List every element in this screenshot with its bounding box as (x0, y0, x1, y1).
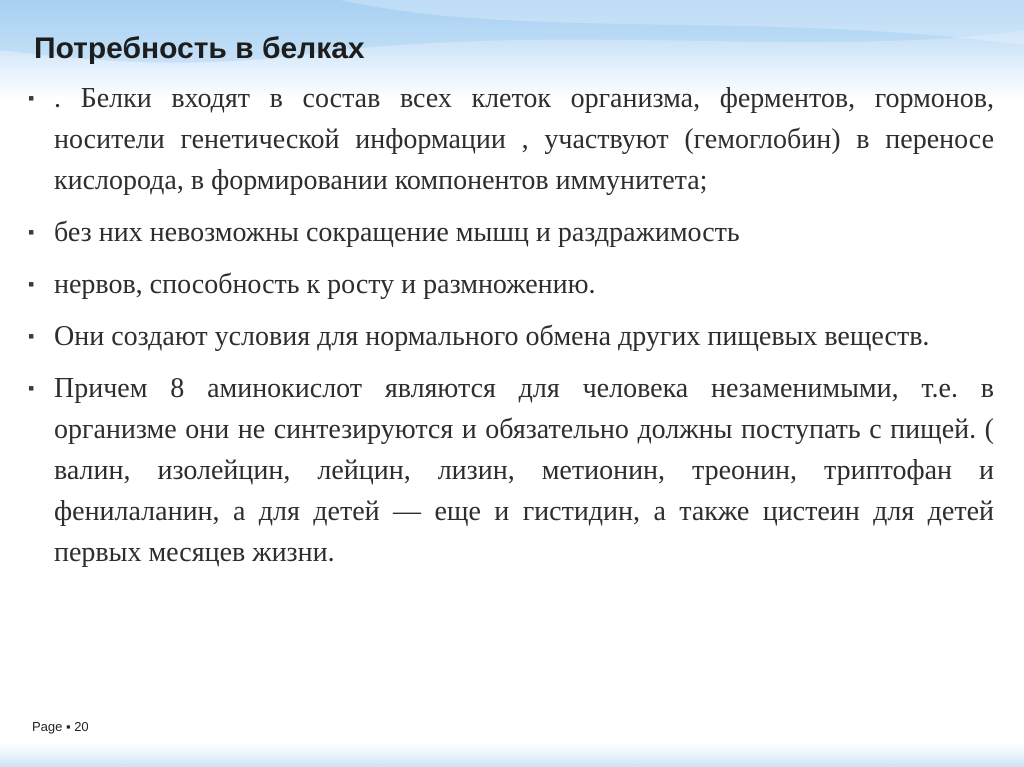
bullet-list (28, 78, 994, 573)
list-item-text: Они создают условия для нормального обмена других пищевых веществ. (54, 321, 930, 352)
list-item-text: . Белки входят в состав всех клеток организма, ферментов, гормонов, носители генетической информации , участвуют (гемоглобин) в переносе кислорода, в формировании компонентов иммунитета; (54, 83, 994, 196)
list-item-text: без них невозможны сокращение мышц и раздражимость (54, 217, 740, 248)
bullet-icon: ▪ (28, 222, 35, 242)
list-item-text: нервов, способность к росту и размножению. (54, 269, 596, 300)
list-item (28, 212, 994, 253)
footer-gradient-band (0, 742, 1024, 767)
bullet-icon: ▪ (28, 378, 35, 398)
slide-title: Потребность в белках (34, 32, 365, 65)
bullet-icon: ▪ (28, 88, 35, 108)
list-item (28, 316, 994, 357)
list-item (28, 368, 994, 573)
list-item-text: Причем 8 аминокислот являются для человека незаменимыми, т.е. в организме они не синтезируются и обязательно должны поступать с пищей. ( валин, изолейцин, лейцин, лизин, метионин, треонин, триптофан и фенилаланин, а для детей — еще и гистидин, а также цистеин для детей первых месяцев жизни. (54, 373, 994, 568)
bullet-icon: ▪ (28, 326, 35, 346)
list-item (28, 78, 994, 201)
list-item (28, 264, 994, 305)
page-number: Page ▪ 20 (32, 719, 89, 734)
bullet-icon: ▪ (28, 274, 35, 294)
